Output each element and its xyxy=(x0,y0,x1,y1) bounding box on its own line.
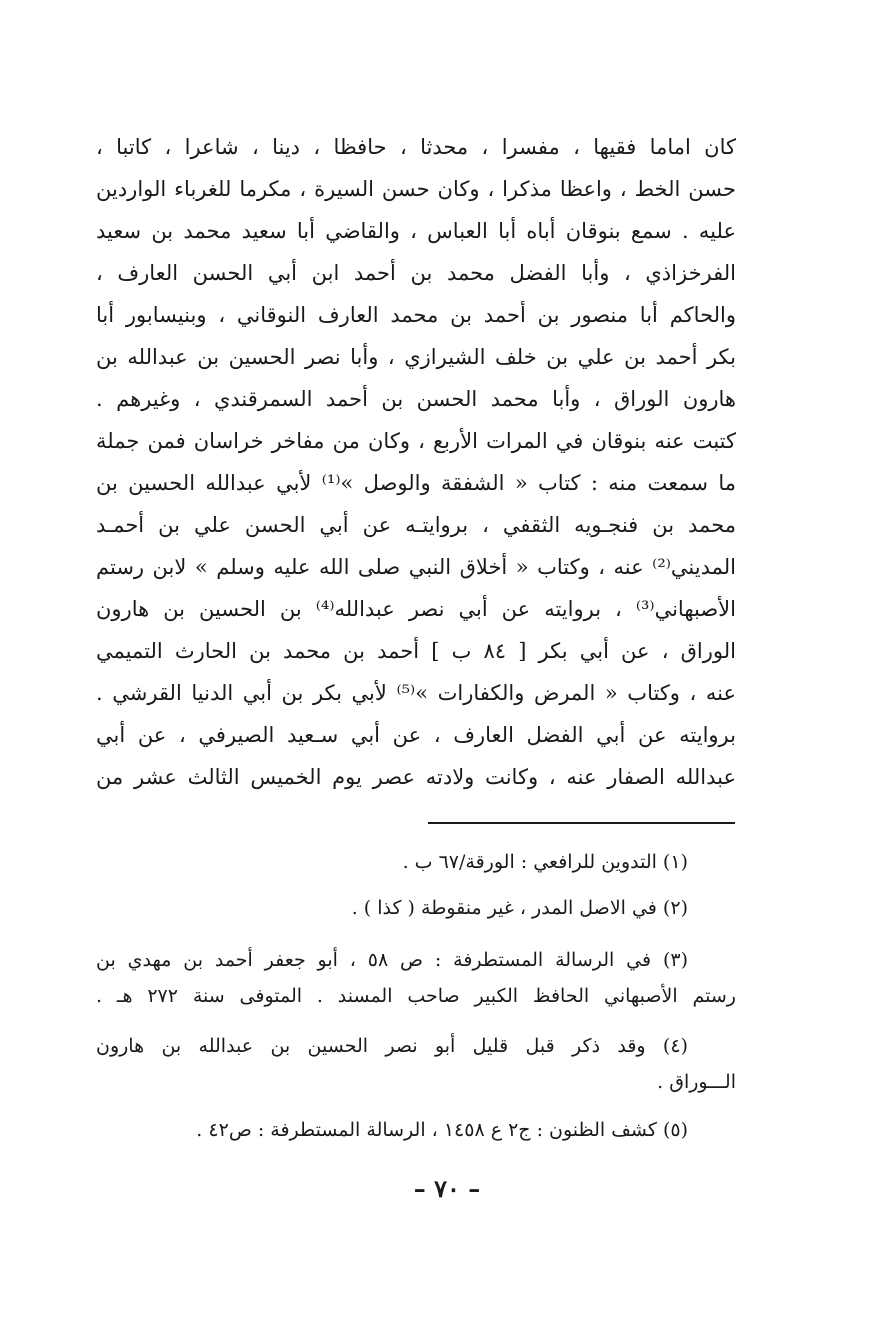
text-line: الوراق ، عن أبي بكر [ ٨٤ ب ] أحمد بن محمد بن الحارث التميمي xyxy=(96,639,736,663)
footnote-3 xyxy=(96,942,736,1014)
text-line: كتبت عنه بنوقان في المرات الأربع ، وكان من مفاخر خراسان فمن جملة xyxy=(96,429,736,453)
footnote-2 xyxy=(96,890,736,926)
footnote-line: رستم الأصبهاني الحافظ الكبير صاحب المسند . المتوفى سنة ٢٧٢ هـ . xyxy=(96,985,736,1007)
footnotes xyxy=(96,840,736,1148)
text-line: كان اماما فقيها ، مفسرا ، محدثا ، حافظا ، دينا ، شاعرا ، كاتبا ، xyxy=(96,135,736,159)
text-line: بكر أحمد بن علي بن خلف الشيرازي ، وأبا نصر الحسين بن عبدالله بن xyxy=(96,345,736,369)
footnote-line: (١) التدوين للرافعي : الورقة/٦٧ ب . xyxy=(402,851,688,873)
page-number: – ٧٠ – xyxy=(413,1174,481,1203)
footnote-line: (٤) وقد ذكر قبل قليل أبو نصر الحسين بن عبدالله بن هارون xyxy=(96,1035,688,1057)
text-line: عليه . سمع بنوقان أباه أبا العباس ، والقاضي أبا سعيد محمد بن سعيد xyxy=(96,219,736,243)
text-line: والحاكم أبا منصور بن أحمد بن محمد العارف النوقاني ، وبنيسابور أبا xyxy=(96,303,736,327)
footnote-line: (٥) كشف الظنون : ج٢ ع ١٤٥٨ ، الرسالة المستطرفة : ص٤٢ . xyxy=(196,1119,688,1141)
text-line: المديني⁽²⁾ عنه ، وكتاب « أخلاق النبي صلى الله عليه وسلم » لابن رستم xyxy=(96,555,736,579)
text-line: بروايته عن أبي الفضل العارف ، عن أبي سـعيد الصيرفي ، عن أبي xyxy=(96,723,736,747)
text-line: الفرخزاذي ، وأبا الفضل محمد بن أحمد ابن أبي الحسن العارف ، xyxy=(96,261,736,285)
text-line: محمد بن فنجـويه الثقفي ، بروايتـه عن أبي الحسن علي بن أحمـد xyxy=(96,513,736,537)
footnote-line: (٣) في الرسالة المستطرفة : ص ٥٨ ، أبو جعفر أحمد بن مهدي بن xyxy=(96,949,688,971)
text-line: عبدالله الصفار عنه ، وكانت ولادته عصر يوم الخميس الثالث عشر من xyxy=(96,765,736,789)
footnote-line: الـــوراق . xyxy=(657,1071,736,1093)
footnote-separator xyxy=(428,822,735,824)
footnote-5 xyxy=(96,1112,736,1148)
footnote-4 xyxy=(96,1028,736,1100)
text-line: عنه ، وكتاب « المرض والكفارات »⁽⁵⁾ لأبي بكر بن أبي الدنيا القرشي . xyxy=(96,681,736,705)
main-text xyxy=(96,126,736,798)
text-line: ما سمعت منه : كتاب « الشفقة والوصل »⁽¹⁾ لأبي عبدالله الحسين بن xyxy=(96,471,736,495)
text-line: الأصبهاني⁽³⁾ ، بروايته عن أبي نصر عبدالله⁽⁴⁾ بن الحسين بن هارون xyxy=(96,597,736,621)
footnote-1 xyxy=(96,844,736,880)
text-line: حسن الخط ، واعظا مذكرا ، وكان حسن السيرة ، مكرما للغرباء الواردين xyxy=(96,177,736,201)
footnote-line: (٢) في الاصل المدر ، غير منقوطة ( كذا ) . xyxy=(351,897,688,919)
text-line: هارون الوراق ، وأبا محمد الحسن بن أحمد السمرقندي ، وغيرهم . xyxy=(96,387,736,411)
